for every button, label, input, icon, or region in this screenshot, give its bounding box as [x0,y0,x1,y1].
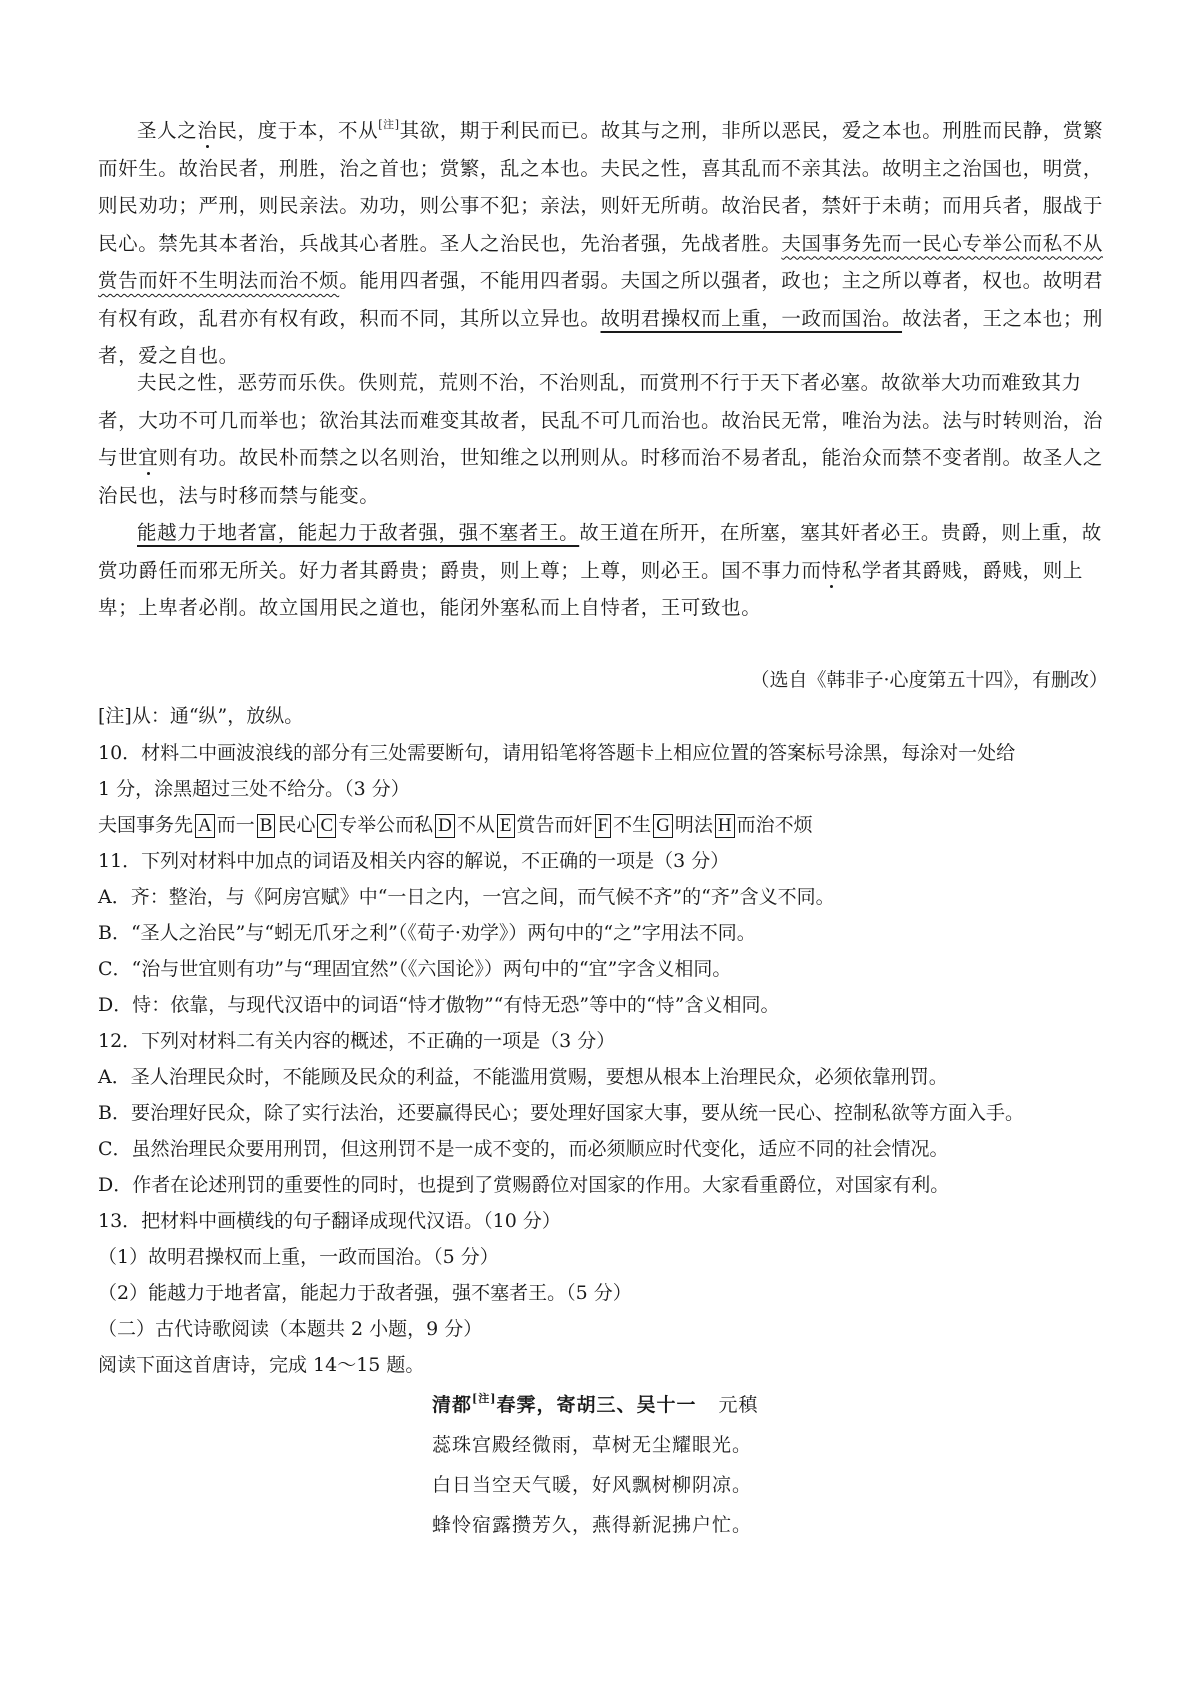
q13-sentence-1: （1）故明君操权而上重，一政而国治。（5 分） [98,1246,499,1268]
dotted-word-zhi: 治 [197,119,218,142]
poem-line-2: 白日当空天气暖，好风飘树柳阴凉。 [432,1474,753,1496]
note-mark: [注] [378,118,400,131]
q13-stem: 13．把材料中画横线的句子翻译成现代汉语。（10 分） [98,1210,561,1232]
q12-option-b[interactable]: B．要治理好民众，除了实行法治，还要赢得民心；要处理好国家大事，要从统一民心、控制私欲等方面入手。 [98,1102,1024,1124]
q10-break-options: 夫国事务先 A 而一 B 民心 C 专举公而私 D 不从 E 赏告而奸 F 不生 G 明法 H 而治不烦 [98,814,813,836]
poem-line-3: 蜂怜宿露攒芳久，燕得新泥拂户忙。 [432,1514,753,1536]
break-box-b[interactable]: B [257,814,276,838]
underlined-sentence-2: 能越力于地者富，能起力于敌者强，强不塞者王。 [137,521,580,544]
q10-stem-line2: 1 分，涂黑超过三处不给分。（3 分） [98,778,410,800]
poem-note-mark: [注] [472,1392,497,1405]
q11-option-c[interactable]: C．“治与世宜则有功”与“理固宜然”（《六国论》）两句中的“宜”字含义相同。 [98,958,732,980]
section-heading: （二）古代诗歌阅读（本题共 2 小题，9 分） [98,1318,483,1340]
break-box-e[interactable]: E [497,814,515,838]
break-box-h[interactable]: H [715,814,735,838]
poem-title: 清都[注]春霁，寄胡三、吴十一 元稹 [432,1392,759,1416]
passage-paragraph-2: 夫民之性，恶劳而乐佚。佚则荒，荒则不治，不治则乱，而赏刑不行于天下者必塞。故欲举大功而难致其力者，大功不可几而举也；欲治其法而难变其故者，民乱不可几而治也。故治民无常，唯治为法。法与时转则治，治与世宜则有功。故民朴而禁之以名则治，世知维之以刑则从。时移而治不易者乱，能治众而禁不变者削。故圣人之治民也，法与时移而禁与能变。 [98,371,1104,507]
section-instruction: 阅读下面这首唐诗，完成 14～15 题。 [98,1354,425,1376]
poem-author: 元稹 [718,1394,759,1416]
poem-line-1: 蕊珠宫殿经微雨，草树无尘耀眼光。 [432,1434,753,1456]
classical-passage-3 [98,514,1108,627]
passage-paragraph-1: 圣人之治民，度于本，不从[注]其欲，期于利民而已。故其与之刑，非所以恶民，爱之本也。刑胜而民静，赏繁而奸生。故治民者，刑胜，治之首也；赏繁，乱之本也。夫民之性，喜其乱而不亲其法。故明主之治国也，明赏，则民劝功；严刑，则民亲法。劝功，则公事不犯；亲法，则奸无所萌。故治民者，禁奸于未萌；而用兵者，服战于民心。禁先其本者治，兵战其心者胜。圣人之治民也，先治者强，先战者胜。夫国事务先而一民心专举公而私不从赏告而奸不生明法而治不烦。能用四者强，不能用四者弱。夫国之所以强者，政也；主之所以尊者，权也。故明君有权有政，乱君亦有权有政，积而不同，其所以立异也。故明君操权而上重，一政而国治。故法者，王之本也；刑者，爱之自也。 [98,118,1104,367]
wavy-underlined-sentence: 夫国事务先而一民心专举公而私不从赏告而奸不生明法而治不烦 [98,231,1104,292]
break-box-g[interactable]: G [653,814,673,838]
q12-option-d[interactable]: D．作者在论述刑罚的重要性的同时，也提到了赏赐爵位对国家的作用。大家看重爵位，对国家有利。 [98,1174,950,1196]
q12-option-c[interactable]: C．虽然治理民众要用刑罚，但这刑罚不是一成不变的，而必须顺应时代变化，适应不同的社会情况。 [98,1138,949,1160]
q10-stem-line1: 10．材料二中画波浪线的部分有三处需要断句，请用铅笔将答题卡上相应位置的答案标号涂黑，每涂对一处给 [98,742,1016,764]
q11-stem: 11．下列对材料中加点的词语及相关内容的解说，不正确的一项是（3 分） [98,850,730,872]
break-box-f[interactable]: F [595,814,612,838]
dotted-word-shi: 恃 [821,558,842,582]
break-box-c[interactable]: C [317,814,336,838]
dotted-word-yi: 宜 [138,446,159,469]
q11-option-a[interactable]: A．齐：整治，与《阿房宫赋》中“一日之内，一宫之间，而气候不齐”的“齐”含义不同。 [98,886,835,908]
break-box-a[interactable]: A [195,814,215,838]
q12-stem: 12．下列对材料二有关内容的概述，不正确的一项是（3 分） [98,1030,616,1052]
classical-passage-2 [98,364,1108,514]
q13-sentence-2: （2）能越力于地者富，能起力于敌者强，强不塞者王。（5 分） [98,1282,632,1304]
passage-paragraph-3: 能越力于地者富，能起力于敌者强，强不塞者王。故王道在所开，在所塞，塞其奸者必王。贵爵，则上重，故赏功爵任而邪无所关。好力者其爵贵；爵贵，则上尊；上尊，则必王。国不事力而恃私学者其爵贱，爵贱，则上卑；上卑者必削。故立国用民之道也，能闭外塞私而上自恃者，王可致也。 [98,521,1102,619]
q11-option-d[interactable]: D．恃：依靠，与现代汉语中的词语“恃才傲物”“有恃无恐”等中的“恃”含义相同。 [98,994,780,1016]
q11-option-b[interactable]: B．“圣人之治民”与“蚓无爪牙之利”（《荀子·劝学》）两句中的“之”字用法不同。 [98,922,756,944]
classical-passage [98,112,1108,375]
break-box-d[interactable]: D [435,814,455,838]
note-text: [注]从：通“纵”，放纵。 [98,705,304,727]
passage-source: （选自《韩非子·心度第五十四》，有删改） [750,669,1108,691]
q12-option-a[interactable]: A．圣人治理民众时，不能顾及民众的利益，不能滥用赏赐，要想从根本上治理民众，必须依靠刑罚。 [98,1066,948,1088]
underlined-sentence-1: 故明君操权而上重，一政而国治。 [600,306,903,330]
